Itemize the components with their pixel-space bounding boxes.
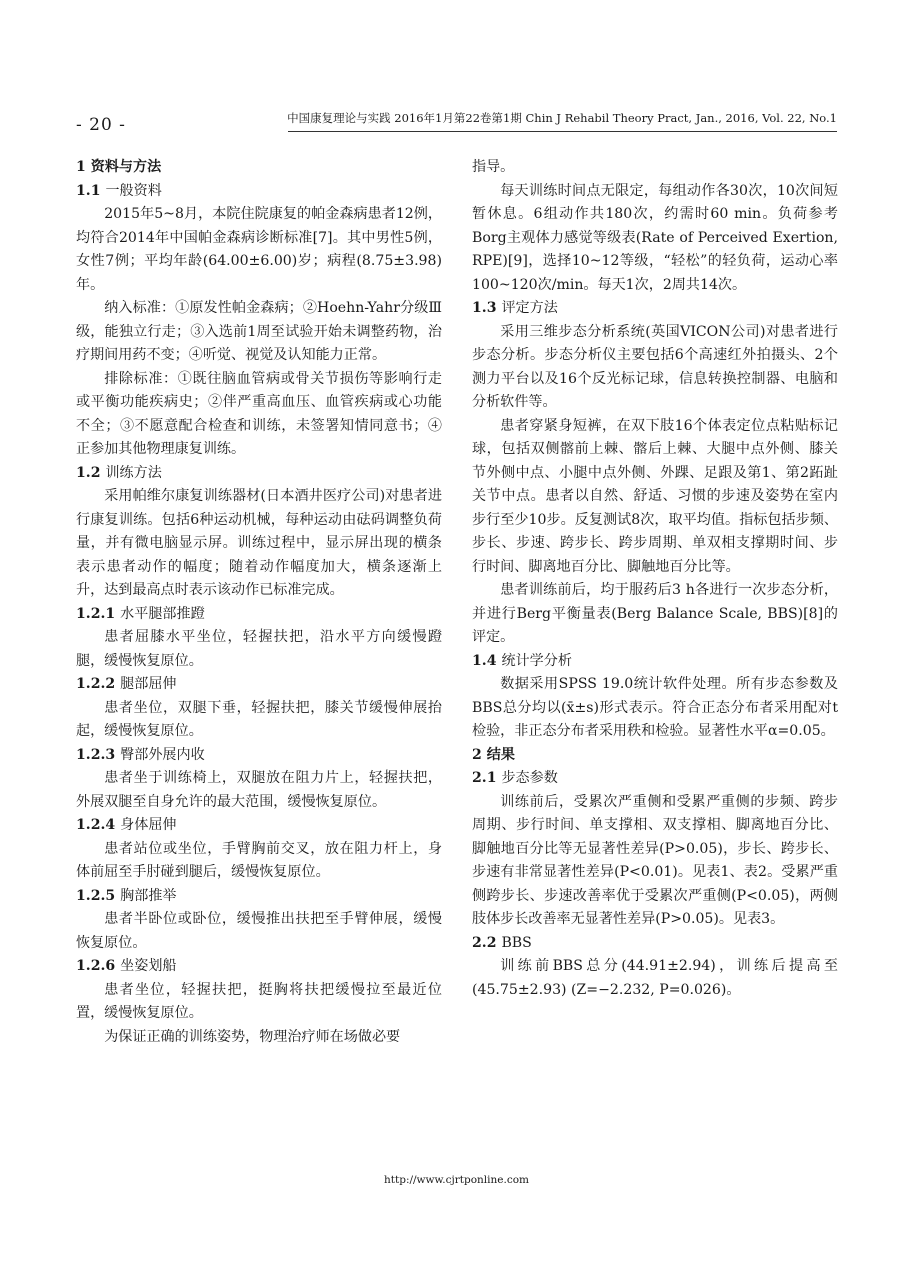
paragraph: 采用帕维尔康复训练器材(日本酒井医疗公司)对患者进行康复训练。包括6种运动机械，每种运动由砝码调整负荷量，并有微电脑显示屏。训练过程中，显示屏出现的横条表示患者动作的幅度；随着动作幅度加大，横条逐渐上升，达到最高点时表示该动作已标准完成。 — [76, 488, 442, 598]
paragraph: 训练前后，受累次严重侧和受累严重侧的步频、跨步周期、步行时间、单支撑相、双支撑相、脚离地百分比、脚触地百分比等无显著性差异(P>0.05)，步长、跨步长、步速有非常显著性差异(P<0.01)。见表1、表2。受累严重侧跨步长、步速改善率优于受累次严重侧(P<0.05)，两侧肢体步长改善率无显著性差异(P>0.05)。见表3。 — [472, 793, 838, 927]
footer-url: http://www.cjrtponline.com — [384, 1174, 529, 1186]
paragraph: 患者坐于训练椅上，双腿放在阻力片上，轻握扶把，外展双腿至自身允许的最大范围，缓慢恢复原位。 — [76, 770, 442, 810]
paragraph: 患者站位或坐位，手臂胸前交叉，放在阻力杆上，身体前屈至手肘碰到腿后，缓慢恢复原位。 — [76, 840, 442, 880]
left-column — [76, 156, 442, 1049]
subsection-heading: 1.2.2 腿部屈伸 — [76, 676, 177, 692]
paragraph: 患者坐位，轻握扶把，挺胸将扶把缓慢拉至最近位置，缓慢恢复原位。 — [76, 981, 442, 1021]
subsection-heading: 1.3 评定方法 — [472, 300, 558, 316]
paragraph: 患者坐位，双腿下垂，轻握扶把，膝关节缓慢伸展抬起，缓慢恢复原位。 — [76, 699, 442, 739]
subsection-heading: 1.2.4 身体屈伸 — [76, 817, 177, 833]
subsection-heading: 1.2.5 胸部推举 — [76, 887, 177, 904]
paragraph: 患者屈膝水平坐位，轻握扶把，沿水平方向缓慢蹬腿，缓慢恢复原位。 — [76, 629, 442, 669]
paragraph: 训练前BBS总分(44.91±2.94)，训练后提高至(45.75±2.93) (Z=−2.232, P=0.026)。 — [472, 958, 838, 998]
paragraph: 患者穿紧身短裤，在双下肢16个体表定位点粘贴标记球，包括双侧髂前上棘、髂后上棘、大腿中点外侧、膝关节外侧中点、小腿中点外侧、外踝、足跟及第1、第2跖趾关节中点。患者以自然、舒适、习惯的步速及姿势在室内步行至少10步。反复测试8次，取平均值。指标包括步频、步长、步速、跨步长、跨步周期、单双相支撑期时间、步行时间、脚离地百分比、脚触地百分比等。 — [472, 417, 838, 575]
paragraph: 纳入标准：①原发性帕金森病；②Hoehn-Yahr分级Ⅲ级，能独立行走；③入选前1周至试验开始未调整药物，治疗期间用药不变；④听觉、视觉及认知能力正常。 — [76, 300, 442, 363]
journal-header: 中国康复理论与实践 2016年1月第22卷第1期 Chin J Rehabil Theory Pract, Jan., 2016, Vol. 22, No.1 — [287, 111, 837, 125]
paragraph: 2015年5~8月，本院住院康复的帕金森病患者12例，均符合2014年中国帕金森病诊断标准[7]。其中男性5例，女性7例；平均年龄(64.00±6.00)岁；病程(8.75±3.98)年。 — [76, 206, 442, 293]
header-rule — [288, 131, 837, 132]
section-heading: 2 结果 — [472, 746, 515, 763]
subsection-heading: 1.2.1 水平腿部推蹬 — [76, 605, 205, 622]
paragraph: 指导。 — [472, 159, 515, 175]
subsection-heading: 1.4 统计学分析 — [472, 652, 572, 669]
right-column — [472, 156, 838, 1002]
paragraph: 患者半卧位或卧位，缓慢推出扶把至手臂伸展，缓慢恢复原位。 — [76, 911, 442, 951]
paragraph: 数据采用SPSS 19.0统计软件处理。所有步态参数及BBS总分均以(x̄±s)形式表示。符合正态分布者采用配对t检验，非正态分布者采用秩和检验。显著性水平α=0.05。 — [472, 676, 838, 739]
subsection-heading: 1.2.3 臀部外展内收 — [76, 746, 205, 763]
paragraph: 每天训练时间点无限定，每组动作各30次，10次间短暂休息。6组动作共180次，约需时60 min。负荷参考Borg主观体力感觉等级表(Rate of Perceived Exertion, RPE)[9]，选择10~12等级，“轻松”的轻负荷，运动心率100~120次/min。每天1次，2周共14次。 — [472, 182, 838, 293]
section-heading: 1 资料与方法 — [76, 159, 162, 175]
paragraph: 采用三维步态分析系统(英国VICON公司)对患者进行步态分析。步态分析仪主要包括6个高速红外拍摄头、2个测力平台以及16个反光标记球，信息转换控制器、电脑和分析软件等。 — [472, 323, 838, 410]
subsection-heading: 1.1 一般资料 — [76, 182, 162, 199]
subsection-heading: 2.1 步态参数 — [472, 770, 558, 786]
page-number: - 20 - — [76, 115, 126, 135]
paragraph: 排除标准：①既往脑血管病或骨关节损伤等影响行走或平衡功能疾病史；②伴严重高血压、血管疾病或心功能不全；③不愿意配合检查和训练，未签署知情同意书；④正参加其他物理康复训练。 — [76, 370, 442, 457]
subsection-heading: 2.2 BBS — [472, 934, 532, 951]
paragraph: 为保证正确的训练姿势，物理治疗师在场做必要 — [104, 1028, 401, 1045]
subsection-heading: 1.2.6 坐姿划船 — [76, 958, 177, 974]
paragraph: 患者训练前后，均于服药后3 h各进行一次步态分析，并进行Berg平衡量表(Berg Balance Scale, BBS)[8]的评定。 — [472, 582, 838, 645]
subsection-heading: 1.2 训练方法 — [76, 464, 162, 481]
